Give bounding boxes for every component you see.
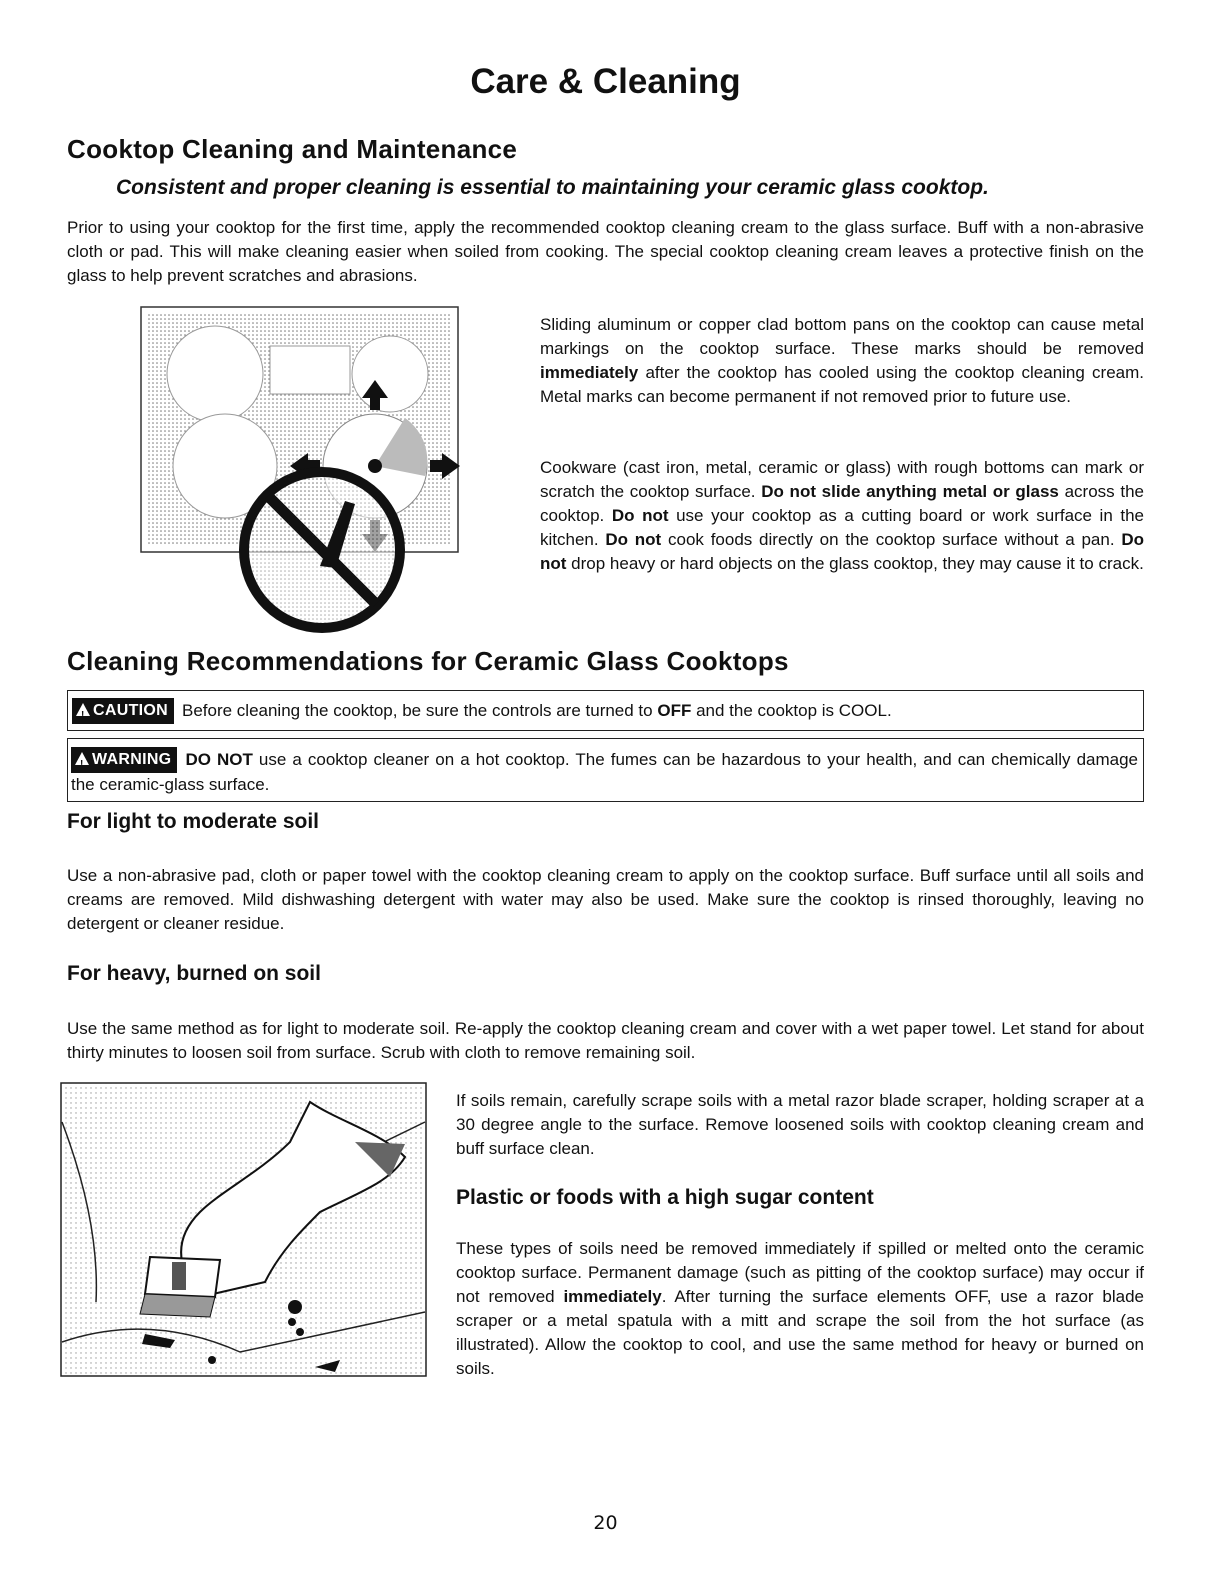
- metal-markings-paragraph: Sliding aluminum or copper clad bottom pans on the cooktop can cause metal markings on the cooktop surface. These marks should be removed immediately after the cooktop has cooled using the cooktop cleaning cream. Metal marks can become permanent if not removed prior to future use.: [540, 315, 1144, 406]
- warning-triangle-icon: [76, 703, 90, 716]
- warning-badge: !WARNING: [71, 747, 177, 773]
- page-number: 20: [593, 1512, 618, 1534]
- section-heading-recommendations: Cleaning Recommendations for Ceramic Glass Cooktops: [67, 646, 789, 676]
- scraper-mitt-illustration: [60, 1082, 428, 1378]
- scrape-paragraph: If soils remain, carefully scrape soils with a metal razor blade scraper, holding scraper at a 30 degree angle to the surface. Remove loosened soils with cooktop cleaning cream and buff surface clean.: [456, 1091, 1144, 1158]
- caution-box: !CAUTION Before cleaning the cooktop, be sure the controls are turned to OFF and the cooktop is COOL.: [67, 690, 1144, 731]
- heavy-soil-paragraph: Use the same method as for light to moderate soil. Re-apply the cooktop cleaning cream and cover with a wet paper towel. Let stand for about thirty minutes to loosen soil from surface. Scrub with cloth to remove remaining soil.: [67, 1019, 1144, 1062]
- cooktop-no-slide-illustration: [140, 306, 470, 636]
- sugar-paragraph: These types of soils need be removed immediately if spilled or melted onto the ceramic cooktop surface. Permanent damage (such as pitting of the cooktop surface) may occur if not removed immediately. After turning the surface elements OFF, use a razor blade scraper or a metal spatula with a mitt and scrape the soil from the hot surface (as illustrated). Allow the cooktop to cool, and use the same method for heavy or burned on soils.: [456, 1239, 1144, 1378]
- warning-box: !WARNING DO NOT use a cooktop cleaner on a hot cooktop. The fumes can be hazardous to your health, and can chemically damage the ceramic-glass surface.: [67, 738, 1144, 802]
- heavy-soil-heading: For heavy, burned on soil: [67, 962, 321, 985]
- intro-paragraph: Prior to using your cooktop for the first time, apply the recommended cooktop cleaning cream to the glass surface. Buff with a non-abrasive cloth or pad. This will make cleaning easier when soiled from cooking. The special cooktop cleaning cream leaves a protective finish on the glass to help prevent scratches and abrasions.: [67, 218, 1144, 285]
- warning-triangle-icon: [75, 752, 89, 765]
- tagline: Consistent and proper cleaning is essential to maintaining your ceramic glass cooktop.: [116, 176, 989, 199]
- page-title: Care & Cleaning: [470, 62, 741, 101]
- caution-badge: !CAUTION: [72, 698, 174, 724]
- cookware-paragraph: Cookware (cast iron, metal, ceramic or glass) with rough bottoms can mark or scratch the cooktop surface. Do not slide anything metal or glass across the cooktop. Do not use your cooktop as a cutting board or work surface in the kitchen. Do not cook foods directly on the cooktop surface without a pan. Do not drop heavy or hard objects on the glass cooktop, they may cause it to crack.: [540, 458, 1144, 573]
- light-soil-paragraph: Use a non-abrasive pad, cloth or paper towel with the cooktop cleaning cream to apply on the cooktop surface. Buff surface until all soils and creams are removed. Mild dishwashing detergent with water may also be used. Make sure the cooktop is rinsed thoroughly, leaving no detergent or cleaner residue.: [67, 866, 1144, 933]
- section-heading-maintenance: Cooktop Cleaning and Maintenance: [67, 134, 518, 164]
- light-soil-heading: For light to moderate soil: [67, 810, 320, 833]
- sugar-heading: Plastic or foods with a high sugar content: [456, 1186, 874, 1209]
